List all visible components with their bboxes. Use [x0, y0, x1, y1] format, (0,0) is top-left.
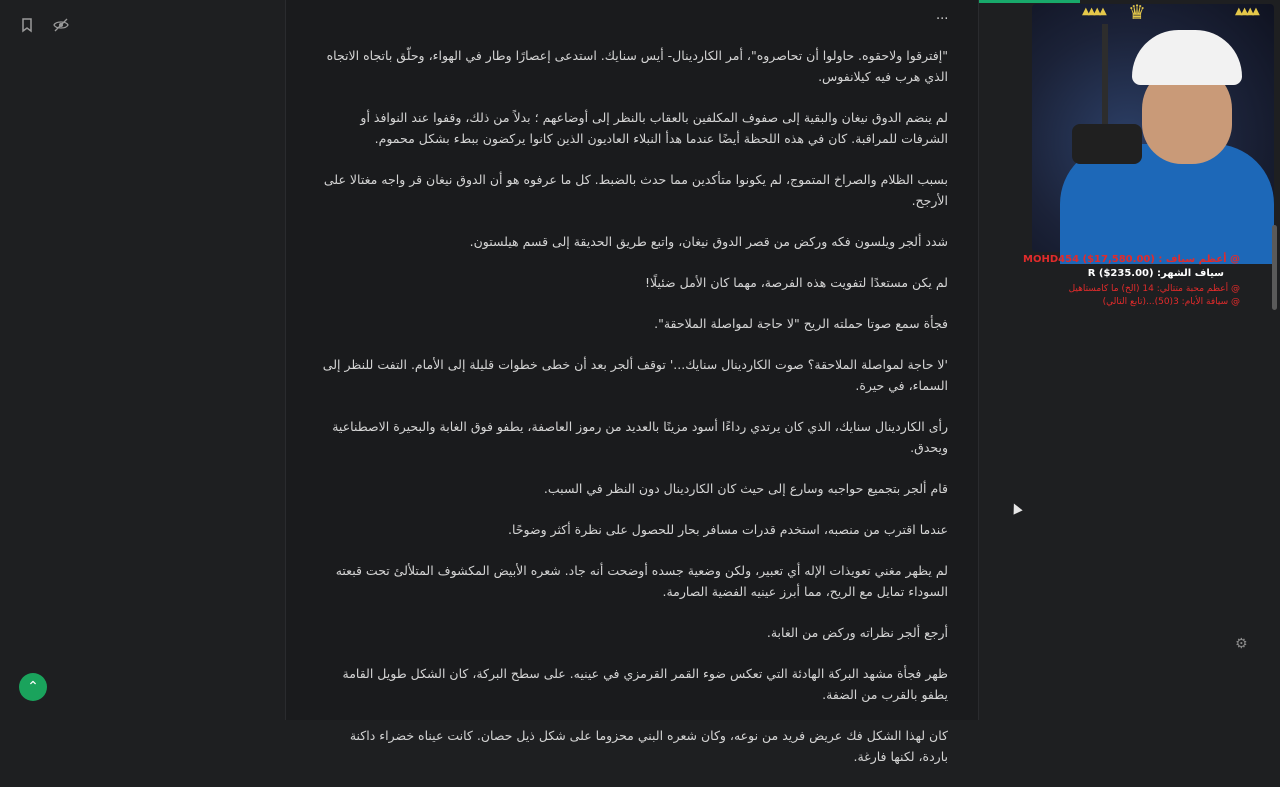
- bookmark-icon[interactable]: [14, 12, 40, 38]
- scroll-top-button[interactable]: [19, 673, 47, 701]
- overlay-stat: @ سيافة الأيام: 3(50)...(تابع التالي): [1102, 297, 1240, 307]
- overlay-stat: @ أعظم محبة متتالي: 14 (الخ) ما كامستاهيل: [1068, 284, 1240, 294]
- reader-panel: [285, 0, 979, 764]
- crown-icon: ♛: [1128, 0, 1146, 24]
- chevron-up-icon: ⌃: [27, 679, 39, 695]
- paragraph: لم يكن مستعدًا لتفويت هذه الفرصة، مهما كان الأمل ضئيلًا!: [645, 275, 948, 290]
- paragraph: كان لهذا الشكل فك عريض فريد من نوعه، وكان شعره البني محزوما على شكل ذيل حصان. كانت عيناه خضراء داكنة باردة، لكنها فارغة.: [349, 728, 948, 764]
- page-scrollbar[interactable]: [1272, 225, 1277, 310]
- paragraph: شدد ألجر ويلسون فكه وركض من قصر الدوق نيغان، واتبع طريق الحديقة إلى قسم هيلستون.: [469, 234, 948, 249]
- paragraph: قام ألجر بتجميع حواجبه وسارع إلى حيث كان الكاردينال دون النظر في السبب.: [543, 481, 948, 496]
- paragraph: لم يظهر مغني تعويذات الإله أي تعبير، ولكن وضعية جسده أوضحت أنه جاد. شعره الأبيض المكشوف المتلألئ تحت قبعته السوداء تمايل مع الريح، مما أبرز عينيه الفضية الصارمة.: [335, 563, 948, 599]
- chapter-text: [322, 45, 948, 787]
- decoration-icon: ▲▲▲▲: [1082, 6, 1105, 17]
- gear-icon[interactable]: ⚙: [1235, 636, 1248, 652]
- eye-off-icon[interactable]: [48, 12, 74, 38]
- streamer-cap: [1132, 30, 1242, 85]
- top-donor: @ أعظم سياف : MOHD454 ($17,580.00): [1023, 254, 1240, 265]
- paragraph: لم ينضم الدوق نيغان والبقية إلى صفوف المكلفين بالعقاب بالنظر إلى أوضاعهم ؛ بدلاً من ذلك، وقفوا عند النوافذ أو الشرفات للمراقبة. كان في هذه اللحظة أيضًا عندما هدأ النبلاء العاديون الذين كانوا يركضون ببطء بشكل محموم.: [360, 110, 948, 146]
- more-options[interactable]: ...: [936, 8, 949, 23]
- paragraph: "إفترقوا ولاحقوه. حاولوا أن تحاصروه"، أمر الكاردينال- أيس سنايك. استدعى إعصارًا وطار في الهواء، وحلّق باتجاه الاتجاه الذي هرب فيه كيلانفوس.: [326, 48, 948, 84]
- paragraph: ظهر فجأة مشهد البركة الهادئة التي تعكس ضوء القمر القرمزي في عينيه. على سطح البركة، كان الشكل طويل القامة يطفو بالقرب من الضفة.: [342, 666, 948, 702]
- paragraph: فجأة سمع صوتا حملته الريح "لا حاجة لمواصلة الملاحقة".: [654, 316, 948, 331]
- paragraph: بسبب الظلام والصراخ المتموج، لم يكونوا متأكدين مما حدث بالضبط. كل ما عرفوه هو أن الدوق نيغان قر واجه مغتالا على الأرجح.: [323, 172, 948, 208]
- webcam-overlay: [1032, 4, 1274, 252]
- mouse-cursor-icon: [1009, 501, 1022, 514]
- left-toolbar: [14, 12, 74, 38]
- paragraph: أرجع ألجر نظراته وركض من الغابة.: [766, 625, 948, 640]
- microphone: [1072, 124, 1142, 164]
- paragraph: 'لا حاجة لمواصلة الملاحقة؟ صوت الكاردينال سنايك...' توقف ألجر بعد أن خطى خطوات قليلة إلى الأمام. التفت للنظر إلى السماء، في حيرة.: [322, 357, 948, 393]
- mic-stand: [1102, 24, 1108, 134]
- decoration-icon: ▲▲▲▲: [1235, 6, 1258, 17]
- paragraph: رأى الكاردينال سنايك، الذي كان يرتدي رداءًا أسود مزينًا بالعديد من رموز العاصفة، يطفو فوق الغابة والبحيرة الاصطناعية ويحدق.: [332, 419, 948, 455]
- paragraph: عندما اقترب من منصبه، استخدم قدرات مسافر بحار للحصول على نظرة أكثر وضوحًا.: [507, 522, 948, 537]
- monthly-donor: سياف الشهر: R ($235.00): [1087, 268, 1224, 279]
